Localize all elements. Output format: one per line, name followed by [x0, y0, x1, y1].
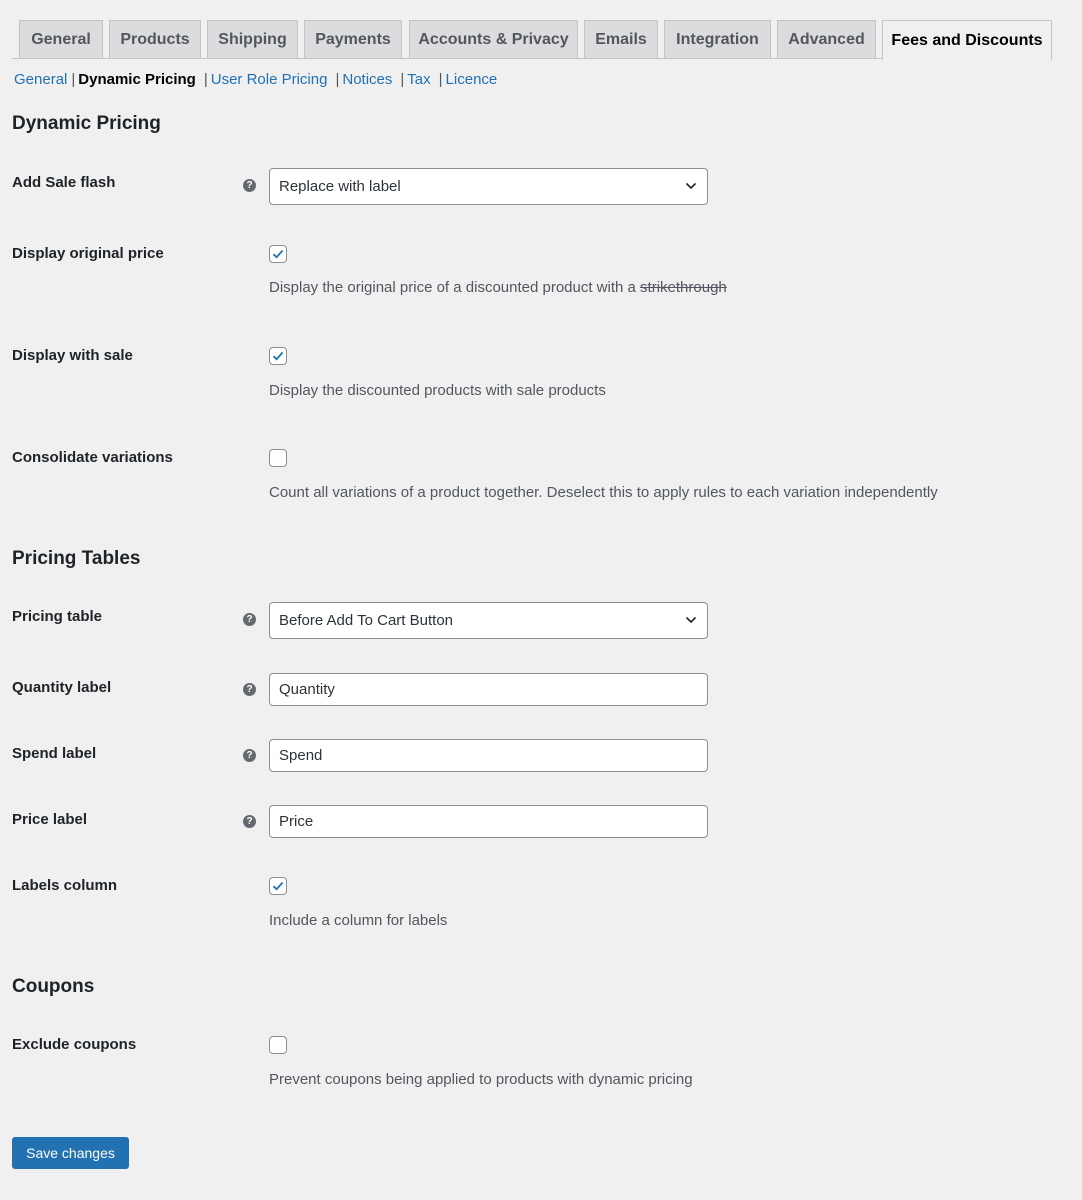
quantity-label-input[interactable]	[269, 673, 708, 706]
consolidate-variations-label: Consolidate variations	[12, 449, 173, 466]
tab-advanced[interactable]: Advanced	[777, 20, 876, 58]
consolidate-variations-checkbox[interactable]	[269, 449, 287, 467]
tab-general[interactable]: General	[19, 20, 103, 58]
subnav-licence[interactable]: Licence	[445, 71, 498, 88]
price-label-label: Price label	[12, 811, 88, 828]
tab-integration[interactable]: Integration	[664, 20, 771, 58]
add-sale-flash-select[interactable]	[269, 168, 708, 205]
spend-label-label: Spend label	[12, 745, 97, 762]
tab-payments[interactable]: Payments	[304, 20, 402, 58]
save-changes-button[interactable]: Save changes	[12, 1137, 129, 1169]
display-original-price-label: Display original price	[12, 245, 164, 262]
strikethrough-example: strikethrough	[640, 279, 727, 296]
spend-label-input[interactable]	[269, 739, 708, 772]
display-with-sale-label: Display with sale	[12, 347, 133, 364]
pricing-table-label: Pricing table	[12, 608, 103, 625]
subnav-separator: |	[335, 71, 340, 88]
price-label-input[interactable]	[269, 805, 708, 838]
subnav-separator: |	[400, 71, 405, 88]
chevron-down-icon	[685, 180, 697, 192]
subnav-general[interactable]: General	[14, 71, 68, 88]
display-original-price-description	[269, 279, 727, 296]
exclude-coupons-label: Exclude coupons	[12, 1036, 137, 1053]
price-label-value: Price	[279, 813, 314, 830]
subnav-separator: |	[203, 71, 208, 88]
help-icon[interactable]: ?	[243, 749, 256, 762]
help-icon[interactable]: ?	[243, 179, 256, 192]
add-sale-flash-label: Add Sale flash	[12, 174, 116, 191]
display-with-sale-checkbox[interactable]	[269, 347, 287, 365]
exclude-coupons-description: Prevent coupons being applied to products with dynamic pricing	[269, 1071, 693, 1088]
tab-products[interactable]: Products	[109, 20, 201, 58]
tab-accounts-privacy[interactable]: Accounts & Privacy	[409, 20, 578, 58]
display-original-price-desc-text: Display the original price of a discounted product with a	[269, 279, 641, 296]
quantity-label-value: Quantity	[279, 681, 335, 698]
tab-shipping[interactable]: Shipping	[207, 20, 298, 58]
tab-emails[interactable]: Emails	[584, 20, 658, 58]
checkmark-icon	[271, 247, 285, 261]
display-with-sale-description: Display the discounted products with sale products	[269, 382, 606, 399]
section-title-pricing-tables: Pricing Tables	[12, 548, 141, 569]
add-sale-flash-value: Replace with label	[279, 178, 401, 195]
help-icon[interactable]: ?	[243, 683, 256, 696]
help-icon[interactable]: ?	[243, 815, 256, 828]
exclude-coupons-checkbox[interactable]	[269, 1036, 287, 1054]
subnav-user-role-pricing[interactable]: User Role Pricing	[210, 71, 328, 88]
chevron-down-icon	[685, 614, 697, 626]
subnav-dynamic-pricing: Dynamic Pricing	[78, 71, 196, 88]
subnav	[14, 71, 497, 88]
consolidate-variations-description: Count all variations of a product together. Deselect this to apply rules to each variation independently	[269, 484, 938, 501]
labels-column-description: Include a column for labels	[269, 912, 448, 929]
settings-tabs	[0, 0, 1082, 59]
subnav-separator: |	[71, 71, 76, 88]
tab-fees-and-discounts[interactable]: Fees and Discounts	[882, 20, 1052, 60]
checkmark-icon	[271, 879, 285, 893]
quantity-label-label: Quantity label	[12, 679, 112, 696]
subnav-notices[interactable]: Notices	[342, 71, 393, 88]
display-original-price-checkbox[interactable]	[269, 245, 287, 263]
subnav-tax[interactable]: Tax	[407, 71, 431, 88]
labels-column-label: Labels column	[12, 877, 118, 894]
section-title-coupons: Coupons	[12, 976, 95, 997]
pricing-table-value: Before Add To Cart Button	[279, 612, 454, 629]
pricing-table-select[interactable]	[269, 602, 708, 639]
section-title-dynamic-pricing: Dynamic Pricing	[12, 113, 161, 134]
spend-label-value: Spend	[279, 747, 323, 764]
help-icon[interactable]: ?	[243, 613, 256, 626]
checkmark-icon	[271, 349, 285, 363]
labels-column-checkbox[interactable]	[269, 877, 287, 895]
subnav-separator: |	[438, 71, 443, 88]
